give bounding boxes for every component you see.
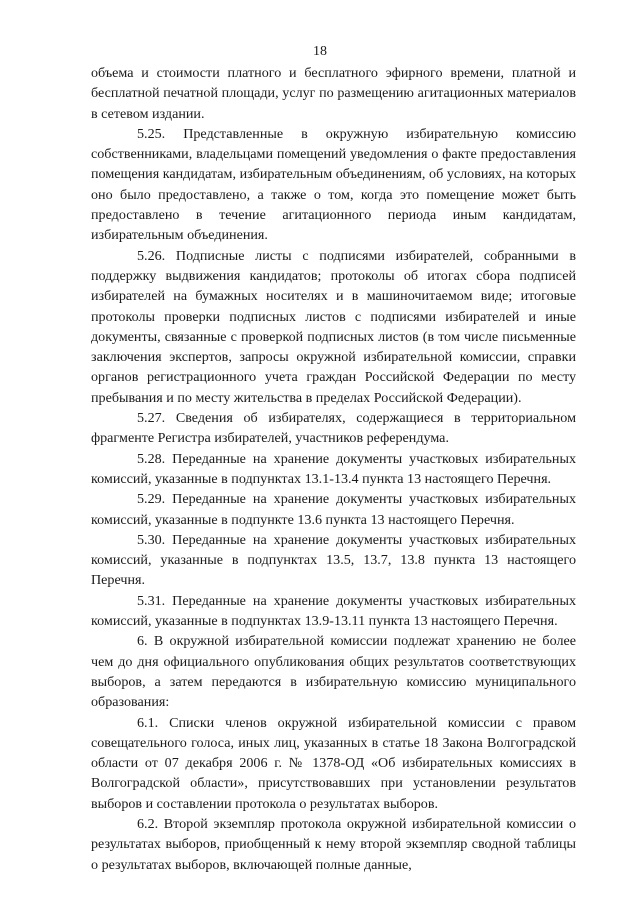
paragraph: 5.28. Переданные на хранение документы участковых избирательных комиссий, указанные в подпунктах 13.1-13.4 пункта 13 настоящего Перечня.	[91, 450, 576, 487]
paragraph: 5.25. Представленные в окружную избирательную комиссию собственниками, владельцами помещений уведомления о факте предоставления помещения кандидатам, избирательным объединениям, об условиях, на которых оно было предоставлено, а также о том, когда это помещение может быть предоставлено в течение агитационного периода иным кандидатам, избирательным объединения.	[91, 125, 576, 244]
paragraph: 5.31. Переданные на хранение документы участковых избирательных комиссий, указанные в подпунктах 13.9-13.11 пункта 13 настоящего Перечня.	[91, 592, 576, 630]
paragraph: 6.1. Списки членов окружной избирательной комиссии с правом совещательного голоса, иных лиц, указанных в статье 18 Закона Волгоградской области от 07 декабря 2006 г. № 1378-ОД «Об избирательных комиссиях в Волгоградской области», присутствовавших при установлении результатов выборов и составлении протокола о результатах выборов.	[91, 714, 576, 812]
document-body	[91, 63, 576, 875]
page-number: 18	[313, 44, 327, 59]
paragraph: 5.30. Переданные на хранение документы участковых избирательных комиссий, указанные в подпунктах 13.5, 13.7, 13.8 пункта 13 настоящего Перечня.	[91, 531, 576, 589]
paragraph: 5.27. Сведения об избирателях, содержащиеся в территориальном фрагменте Регистра избирателей, участников референдума.	[91, 410, 576, 447]
paragraph: объема и стоимости платного и бесплатного эфирного времени, платной и бесплатной печатной площади, услуг по размещению агитационных материалов в сетевом издании.	[91, 65, 576, 122]
paragraph: 5.29. Переданные на хранение документы участковых избирательных комиссий, указанные в подпункте 13.6 пункта 13 настоящего Перечня.	[91, 491, 576, 528]
paragraph: 5.26. Подписные листы с подписями избирателей, собранными в поддержку выдвижения кандидатов; протоколы об итогах сбора подписей избирателей на бумажных носителях и в машиночитаемом виде; итоговые протоколы проверки подписных листов с подписями избирателей и иные документы, связанные с проверкой подписных листов (в том числе письменные заключения экспертов, запросы окружной избирательной комиссии, справки органов регистрационного учета граждан Российской Федерации по месту пребывания и по месту жительства в пределах Российской Федерации).	[91, 247, 576, 406]
paragraph: 6. В окружной избирательной комиссии подлежат хранению не более чем до дня официального опубликования общих результатов соответствующих выборов, а затем передаются в избирательную комиссию муниципального образования:	[91, 633, 576, 711]
paragraph: 6.2. Второй экземпляр протокола окружной избирательной комиссии о результатах выборов, приобщенный к нему второй экземпляр сводной таблицы о результатах выборов, включающей полные данные,	[91, 815, 576, 873]
